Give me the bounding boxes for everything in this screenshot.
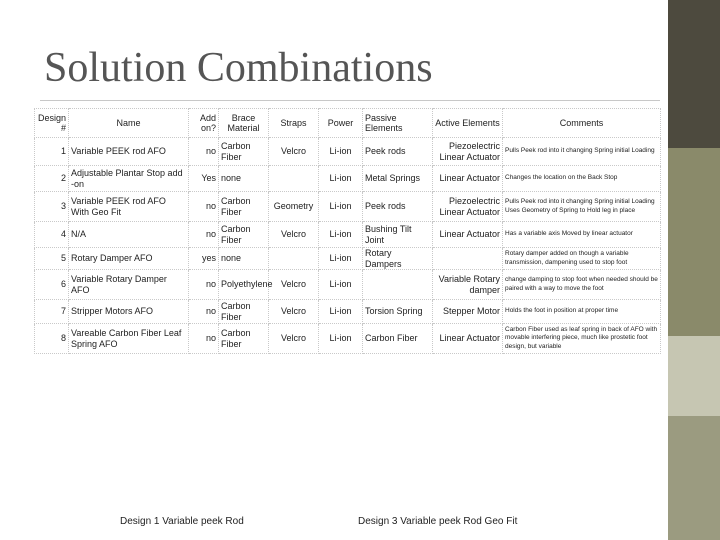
cell-add-on: no [189,192,219,222]
table-header-row [35,109,661,138]
cell-active-elements: Stepper Motor [433,300,503,324]
cell-brace-material: Carbon Fiber [219,138,269,166]
cell-comments: Pulls Peek rod into it changing Spring initial Loading [503,138,661,166]
cell-passive-elements: Carbon Fiber [363,324,433,354]
slide-title: Solution Combinations [44,45,433,91]
cell-active-elements: Linear Actuator [433,166,503,192]
side-bar-mid-block [668,416,720,540]
cell-brace-material: Carbon Fiber [219,192,269,222]
cell-power: Li-ion [319,166,363,192]
cell-add-on: no [189,300,219,324]
table-row [35,192,661,222]
header-power: Power [319,109,363,138]
cell-comments: Carbon Fiber used as leaf spring in back of AFO with movable interfering piece, much like prostetic foot design, but variable [503,324,661,354]
cell-straps: Velcro [269,138,319,166]
cell-brace-material: none [219,248,269,270]
cell-passive-elements: Metal Springs [363,166,433,192]
side-bar-dark-block [668,0,720,148]
cell-active-elements: Piezoelectric Linear Actuator [433,138,503,166]
cell-name: N/A [69,222,189,248]
table-row [35,248,661,270]
solution-combinations-table [34,108,661,354]
cell-active-elements [433,248,503,270]
cell-straps: Velcro [269,300,319,324]
cell-passive-elements [363,270,433,300]
cell-brace-material: Carbon Fiber [219,324,269,354]
cell-active-elements: Linear Actuator [433,222,503,248]
cell-name: Variable Rotary Damper AFO [69,270,189,300]
cell-passive-elements: Torsion Spring [363,300,433,324]
cell-design: 5 [35,248,69,270]
side-bar-olive-block [668,148,720,336]
header-name: Name [69,109,189,138]
cell-add-on: no [189,270,219,300]
cell-power: Li-ion [319,270,363,300]
header-passive-elements: Passive Elements [363,109,433,138]
caption-design-1: Design 1 Variable peek Rod [120,516,244,527]
table-row [35,138,661,166]
cell-add-on: no [189,222,219,248]
cell-add-on: Yes [189,166,219,192]
cell-active-elements: Linear Actuator [433,324,503,354]
cell-design: 2 [35,166,69,192]
cell-passive-elements: Bushing Tilt Joint [363,222,433,248]
side-color-bar [668,0,720,540]
cell-straps: Geometry [269,192,319,222]
header-active-elements: Active Elements [433,109,503,138]
cell-power: Li-ion [319,324,363,354]
cell-name: Variable PEEK rod AFO [69,138,189,166]
table-row [35,270,661,300]
cell-straps: Velcro [269,270,319,300]
cell-design: 3 [35,192,69,222]
cell-design: 8 [35,324,69,354]
cell-straps: Velcro [269,324,319,354]
cell-add-on: no [189,138,219,166]
cell-add-on: no [189,324,219,354]
table-body [35,138,661,354]
cell-name: Adjustable Plantar Stop add -on [69,166,189,192]
cell-design: 6 [35,270,69,300]
cell-name: Stripper Motors AFO [69,300,189,324]
cell-comments: Changes the location on the Back Stop [503,166,661,192]
caption-design-3: Design 3 Variable peek Rod Geo Fit [358,516,518,527]
header-comments: Comments [503,109,661,138]
table-row [35,166,661,192]
cell-comments: change damping to stop foot when needed should be paired with a way to move the foot [503,270,661,300]
header-straps: Straps [269,109,319,138]
cell-design: 4 [35,222,69,248]
cell-passive-elements: Rotary Dampers [363,248,433,270]
table-row [35,222,661,248]
cell-power: Li-ion [319,192,363,222]
cell-comments: Pulls Peek rod into it changing Spring initial Loading Uses Geometry of Spring to Hold leg in place [503,192,661,222]
cell-power: Li-ion [319,300,363,324]
cell-name: Variable PEEK rod AFO With Geo Fit [69,192,189,222]
header-design: Design # [35,109,69,138]
side-bar-light-block [668,336,720,416]
cell-design: 7 [35,300,69,324]
cell-power: Li-ion [319,138,363,166]
cell-passive-elements: Peek rods [363,138,433,166]
cell-comments: Holds the foot in position at proper time [503,300,661,324]
cell-brace-material: Carbon Fiber [219,300,269,324]
cell-add-on: yes [189,248,219,270]
cell-name: Rotary Damper AFO [69,248,189,270]
cell-straps [269,248,319,270]
cell-power: Li-ion [319,248,363,270]
cell-name: Vareable Carbon Fiber Leaf Spring AFO [69,324,189,354]
cell-active-elements: Variable Rotary damper [433,270,503,300]
table-row [35,324,661,354]
cell-design: 1 [35,138,69,166]
cell-straps [269,166,319,192]
cell-straps: Velcro [269,222,319,248]
cell-active-elements: Piezoelectric Linear Actuator [433,192,503,222]
title-divider [40,100,660,101]
cell-comments: Rotary damper added on though a variable transmission, dampening used to stop foot [503,248,661,270]
cell-power: Li-ion [319,222,363,248]
cell-brace-material: Carbon Fiber [219,222,269,248]
cell-brace-material: none [219,166,269,192]
cell-brace-material: Polyethylene [219,270,269,300]
header-brace-material: Brace Material [219,109,269,138]
table-row [35,300,661,324]
cell-comments: Has a variable axis Moved by linear actuator [503,222,661,248]
header-add-on: Add on? [189,109,219,138]
cell-passive-elements: Peek rods [363,192,433,222]
